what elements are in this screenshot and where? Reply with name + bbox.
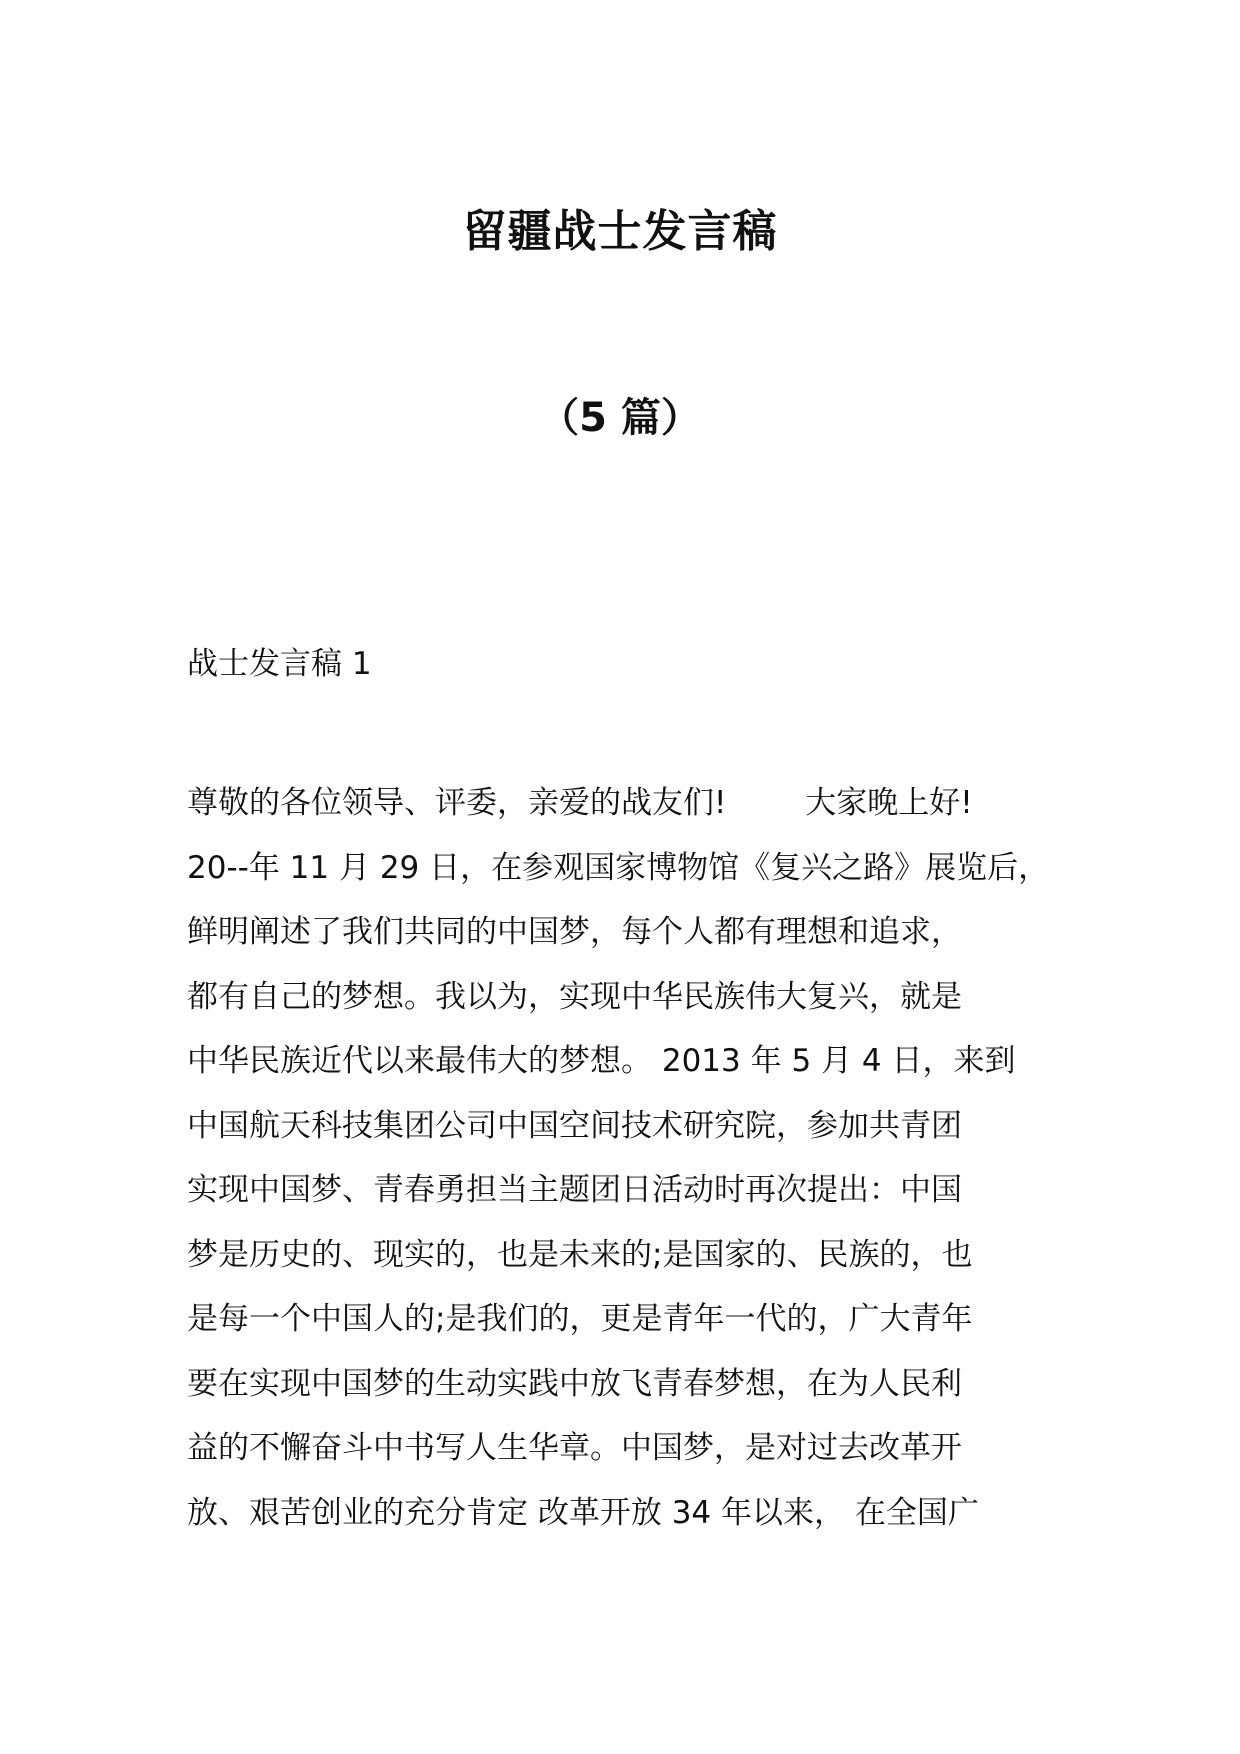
body-line: 益的不懈奋斗中书写人生华章。中国梦，是对过去改革开: [187, 1430, 962, 1466]
body-paragraph: [187, 771, 1087, 1545]
body-line: 20--年 11 月 29 日，在参观国家博物馆《复兴之路》展览后，: [187, 849, 1050, 886]
body-line: 中华民族近代以来最伟大的梦想。 2013 年 5 月 4 日，来到: [187, 1043, 1016, 1079]
body-line: 鲜明阐述了我们共同的中国梦，每个人都有理想和追求，: [187, 914, 962, 950]
body-line: 是每一个中国人的;是我们的，更是青年一代的，广大青年: [187, 1301, 973, 1337]
body-line: 梦是历史的、现实的，也是未来的;是国家的、民族的，也: [187, 1236, 973, 1273]
body-line: 都有自己的梦想。我以为，实现中华民族伟大复兴，就是: [187, 978, 962, 1015]
body-line: 中国航天科技集团公司中国空间技术研究院，参加共青团: [187, 1107, 962, 1144]
section-heading: 战士发言稿 1: [187, 646, 372, 682]
body-line: 尊敬的各位领导、评委，亲爱的战友们! 大家晚上好!: [187, 785, 973, 821]
document-subtitle: （5 篇）: [539, 395, 701, 441]
document-title: 留疆战士发言稿: [462, 206, 778, 257]
body-line: 要在实现中国梦的生动实践中放飞青春梦想，在为人民利: [187, 1365, 962, 1402]
body-line: 实现中国梦、青春勇担当主题团日活动时再次提出：中国: [187, 1172, 962, 1208]
body-line: 放、艰苦创业的充分肯定 改革开放 34 年以来， 在全国广: [187, 1494, 979, 1531]
